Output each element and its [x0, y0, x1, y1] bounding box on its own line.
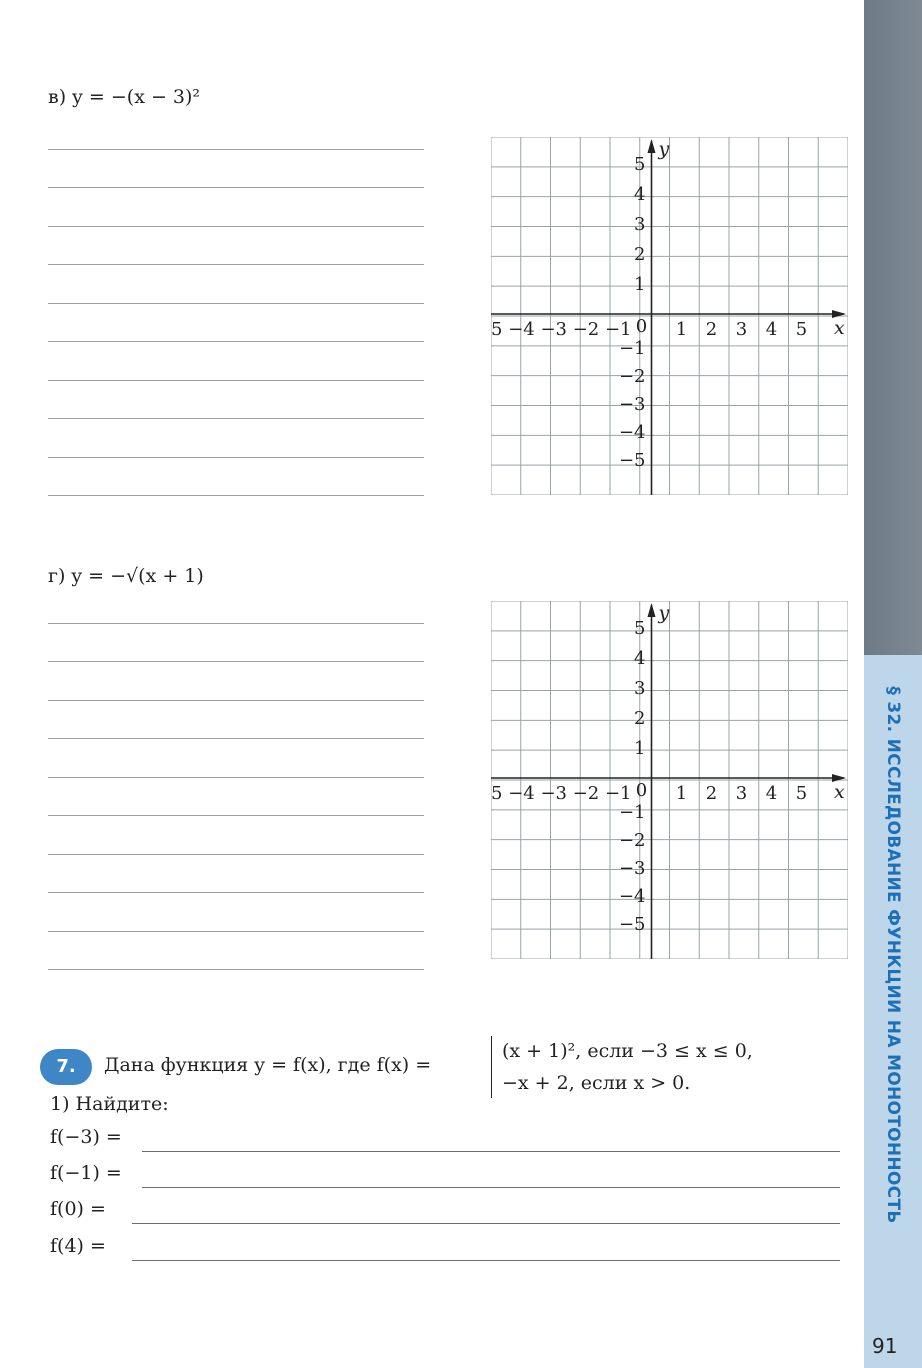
- exercise-g-writing-lines[interactable]: [48, 585, 424, 970]
- y-tick-label: 5: [634, 618, 646, 639]
- y-tick-label: −4: [618, 422, 646, 443]
- x-axis-label: x: [834, 317, 845, 339]
- sidebar-dark-strip: [864, 0, 922, 655]
- y-tick-label: −5: [618, 914, 646, 935]
- x-tick-label: 1: [675, 319, 688, 340]
- exercise-v-label: в) y = −(x − 3)²: [48, 86, 201, 108]
- y-tick-label: −1: [618, 338, 646, 359]
- exercise-v-writing-lines[interactable]: [48, 111, 424, 496]
- answer-line[interactable]: [132, 1223, 840, 1224]
- answer-line[interactable]: [142, 1151, 840, 1152]
- answer-row-f-0[interactable]: [50, 1198, 840, 1228]
- page-number: 91: [872, 1334, 898, 1358]
- answer-row-f-minus-3[interactable]: [50, 1126, 840, 1156]
- x-tick-label: 2: [705, 319, 718, 340]
- y-tick-label: 2: [634, 244, 646, 265]
- y-tick-label: 3: [634, 678, 646, 699]
- answer-line[interactable]: [142, 1187, 840, 1188]
- exercise-g-grid[interactable]: [491, 601, 848, 963]
- x-tick-labels-negative: −5 −4 −3 −2 −1: [491, 319, 632, 340]
- x-tick-label: 5: [795, 319, 808, 340]
- answer-label: f(4) =: [50, 1235, 106, 1257]
- answer-label: f(0) =: [50, 1198, 106, 1220]
- piecewise-brace: [491, 1036, 498, 1098]
- x-tick-label: 5: [795, 783, 808, 804]
- subtask-1-heading: 1) Найдите:: [50, 1093, 169, 1115]
- task-7-statement: Дана функция y = f(x), где f(x) =: [104, 1054, 432, 1076]
- y-tick-label: −5: [618, 450, 646, 471]
- exercise-g-label: г) y = −√(x + 1): [48, 565, 204, 587]
- piecewise-case-1: (x + 1)², если −3 ≤ x ≤ 0,: [502, 1040, 753, 1062]
- y-tick-label: 1: [634, 274, 646, 295]
- y-tick-label: −1: [618, 802, 646, 823]
- y-axis-label: y: [658, 138, 670, 160]
- origin-label: 0: [635, 316, 648, 337]
- answer-line[interactable]: [132, 1260, 840, 1261]
- y-tick-label: 3: [634, 214, 646, 235]
- section-title: § 32. ИССЛЕДОВАНИЕ ФУНКЦИИ НА МОНОТОННОСТЬ: [883, 686, 903, 1224]
- y-tick-label: −2: [618, 366, 646, 387]
- exercise-v-grid[interactable]: [491, 137, 848, 499]
- y-tick-label: −2: [618, 830, 646, 851]
- y-tick-label: −4: [618, 886, 646, 907]
- y-tick-label: 4: [634, 648, 646, 669]
- y-axis-arrow-icon: [648, 139, 656, 153]
- x-tick-labels-negative: −5 −4 −3 −2 −1: [491, 783, 632, 804]
- grid-lines: [491, 601, 848, 959]
- answer-label: f(−3) =: [50, 1126, 122, 1148]
- y-axis-label: y: [658, 602, 670, 624]
- y-tick-label: 5: [634, 154, 646, 175]
- y-tick-label: 4: [634, 184, 646, 205]
- x-tick-label: 3: [735, 783, 748, 804]
- y-tick-label: 1: [634, 738, 646, 759]
- y-tick-label: −3: [618, 858, 646, 879]
- x-axis-label: x: [834, 781, 845, 803]
- answer-row-f-minus-1[interactable]: [50, 1162, 840, 1192]
- y-tick-label: −3: [618, 394, 646, 415]
- grid-lines: [491, 137, 848, 495]
- x-tick-label: 4: [765, 319, 778, 340]
- answer-label: f(−1) =: [50, 1162, 122, 1184]
- x-tick-label: 4: [765, 783, 778, 804]
- x-tick-label: 1: [675, 783, 688, 804]
- x-tick-label: 2: [705, 783, 718, 804]
- y-tick-label: 2: [634, 708, 646, 729]
- piecewise-case-2: −x + 2, если x > 0.: [502, 1072, 691, 1094]
- task-7-badge: 7.: [40, 1049, 92, 1085]
- origin-label: 0: [635, 780, 648, 801]
- x-tick-label: 3: [735, 319, 748, 340]
- answer-row-f-4[interactable]: [50, 1235, 840, 1265]
- y-axis-arrow-icon: [648, 603, 656, 617]
